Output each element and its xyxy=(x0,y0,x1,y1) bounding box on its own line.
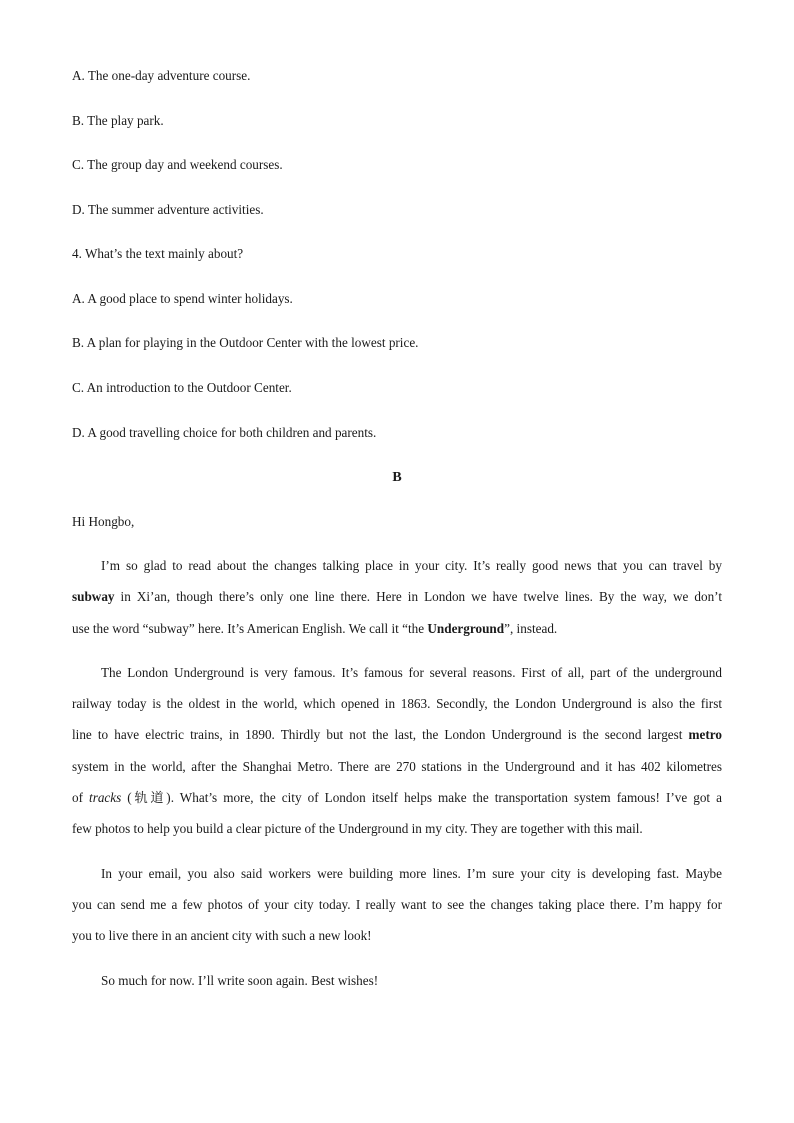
p1-line-3-end: ”, instead. xyxy=(504,621,558,636)
p1-line-3 xyxy=(72,621,722,637)
p1-line-2 xyxy=(72,589,722,605)
p1-line-2-text: in Xi’an, though there’s only one line there. Here in London we have twelve lines. By the way, we don’t xyxy=(114,589,722,604)
p2-line-3-text: line to have electric trains, in 1890. Thirdly but not the last, the London Underground is the second largest xyxy=(72,727,689,742)
q3-option-b: B. The play park. xyxy=(72,113,164,128)
p4-line-1: So much for now. I’ll write soon again. Best wishes! xyxy=(101,973,379,988)
p3-line-3: you to live there in an ancient city with such a new look! xyxy=(72,928,372,943)
p2-line-4: system in the world, after the Shanghai Metro. There are 270 stations in the Underground and it has 402 kilometres xyxy=(72,759,722,774)
q3-option-a: A. The one-day adventure course. xyxy=(72,68,251,83)
p2-line-1: The London Underground is very famous. It’s famous for several reasons. First of all, part of the underground xyxy=(101,665,722,680)
p1-line-1: I’m so glad to read about the changes talking place in your city. It’s really good news that you can travel by xyxy=(101,558,722,573)
p2-line-5-start: of xyxy=(72,790,90,805)
section-title: B xyxy=(392,470,402,485)
keyword-metro: metro xyxy=(688,727,722,742)
p2-line-6: few photos to help you build a clear picture of the Underground in my city. They are together with this mail. xyxy=(72,821,643,836)
keyword-subway: subway xyxy=(72,589,115,604)
keyword-tracks: tracks xyxy=(89,790,122,805)
q4-option-c: C. An introduction to the Outdoor Center. xyxy=(72,380,292,395)
q3-option-d: D. The summer adventure activities. xyxy=(72,202,264,217)
keyword-underground: Underground xyxy=(427,621,505,636)
p3-line-1: In your email, you also said workers were building more lines. I’m sure your city is developing fast. Maybe xyxy=(101,866,722,881)
p2-line-2: railway today is the oldest in the world, which opened in 1863. Secondly, the London Underground is also the first xyxy=(72,696,722,711)
question-4-stem: 4. What’s the text mainly about? xyxy=(72,246,244,261)
q4-option-d: D. A good travelling choice for both children and parents. xyxy=(72,425,377,440)
p3-line-2: you can send me a few photos of your city today. I really want to see the changes taking place there. I’m happy for xyxy=(72,897,722,912)
q4-option-b: B. A plan for playing in the Outdoor Center with the lowest price. xyxy=(72,335,419,350)
letter-greeting: Hi Hongbo, xyxy=(72,514,135,529)
q3-option-c: C. The group day and weekend courses. xyxy=(72,157,283,172)
p1-line-3-start: use the word “subway” here. It’s American English. We call it “the xyxy=(72,621,428,636)
q4-option-a: A. A good place to spend winter holidays. xyxy=(72,291,293,306)
p2-line-3 xyxy=(72,727,722,743)
p2-line-5-rest: (轨道). What’s more, the city of London itself helps make the transportation system famous! I’ve got a xyxy=(121,790,722,805)
p2-line-5 xyxy=(72,790,722,806)
